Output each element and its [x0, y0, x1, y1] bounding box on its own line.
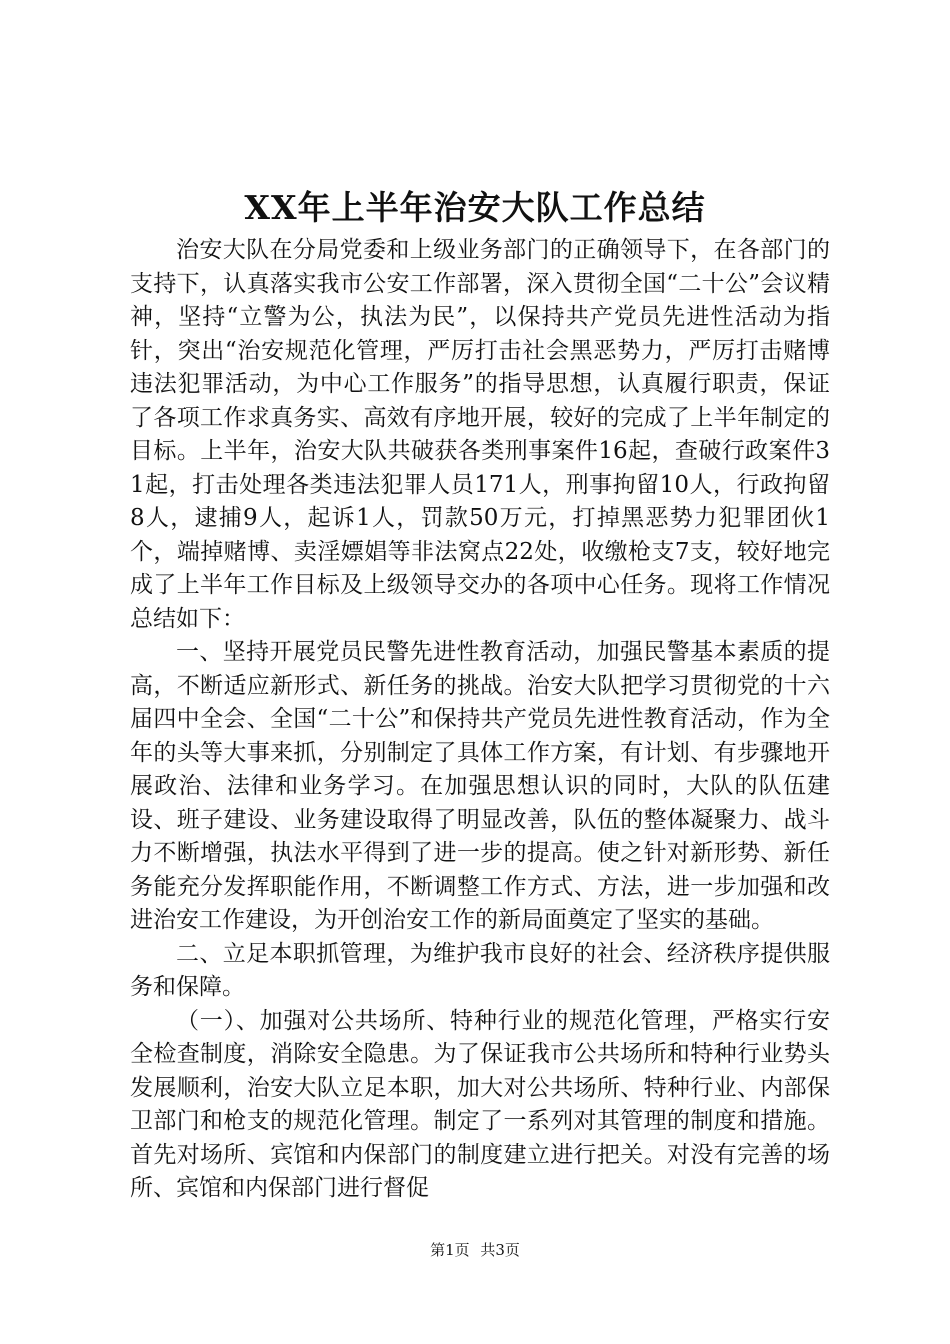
paragraph-subsection-one: （一）、加强对公共场所、特种行业的规范化管理，严格实行安全检查制度，消除安全隐患。为了保证我市公共场所和特种行业势头发展顺利，治安大队立足本职，加大对公共场所、特种行业、内部保卫部门和枪支的规范化管理。制定了一系列对其管理的制度和措施。首先对场所、宾馆和内保部门的制度建立进行把关。对没有完善的场所、宾馆和内保部门进行督促 — [130, 1007, 830, 1201]
paragraph-section-one: 一、坚持开展党员民警先进性教育活动，加强民警基本素质的提高，不断适应新形式、新任务的挑战。治安大队把学习贯彻党的十六届四中全会、全国“二十公”和保持共产党员先进性教育活动，作为全年的头等大事来抓，分别制定了具体工作方案，有计划、有步骤地开展政治、法律和业务学习。在加强思想认识的同时，大队的队伍建设、班子建设、业务建设取得了明显改善，队伍的整体凝聚力、战斗力不断增强，执法水平得到了进一步的提高。使之针对新形势、新任务能充分发挥职能作用，不断调整工作方式、方法，进一步加强和改进治安工作建设，为开创治安工作的新局面奠定了坚实的基础。 — [130, 639, 830, 933]
paragraph-section-two: 二、立足本职抓管理，为维护我市良好的社会、经济秩序提供服务和保障。 — [130, 940, 830, 1000]
page-total: 共3页 — [480, 1241, 520, 1259]
document-body — [130, 234, 830, 1206]
page-footer — [0, 1240, 950, 1260]
paragraph-intro: 治安大队在分局党委和上级业务部门的正确领导下，在各部门的支持下，认真落实我市公安工作部署，深入贯彻全国“二十公”会议精神，坚持“立警为公，执法为民”，以保持共产党员先进性活动为指针，突出“治安规范化管理，严厉打击社会黑恶势力，严厉打击赌博违法犯罪活动，为中心工作服务”的指导思想，认真履行职责，保证了各项工作求真务实、高效有序地开展，较好的完成了上半年制定的目标。上半年，治安大队共破获各类刑事案件16起，查破行政案件31起，打击处理各类违法犯罪人员171人，刑事拘留10人，行政拘留8人，逮捕9人，起诉1人，罚款50万元，打掉黑恶势力犯罪团伙1个，端掉赌博、卖淫嫖娼等非法窝点22处，收缴枪支7支，较好地完成了上半年工作目标及上级领导交办的各项中心任务。现将工作情况总结如下： — [130, 237, 830, 632]
document-title: XX年上半年治安大队工作总结 — [244, 188, 706, 227]
page-number: 第1页 — [430, 1241, 470, 1259]
